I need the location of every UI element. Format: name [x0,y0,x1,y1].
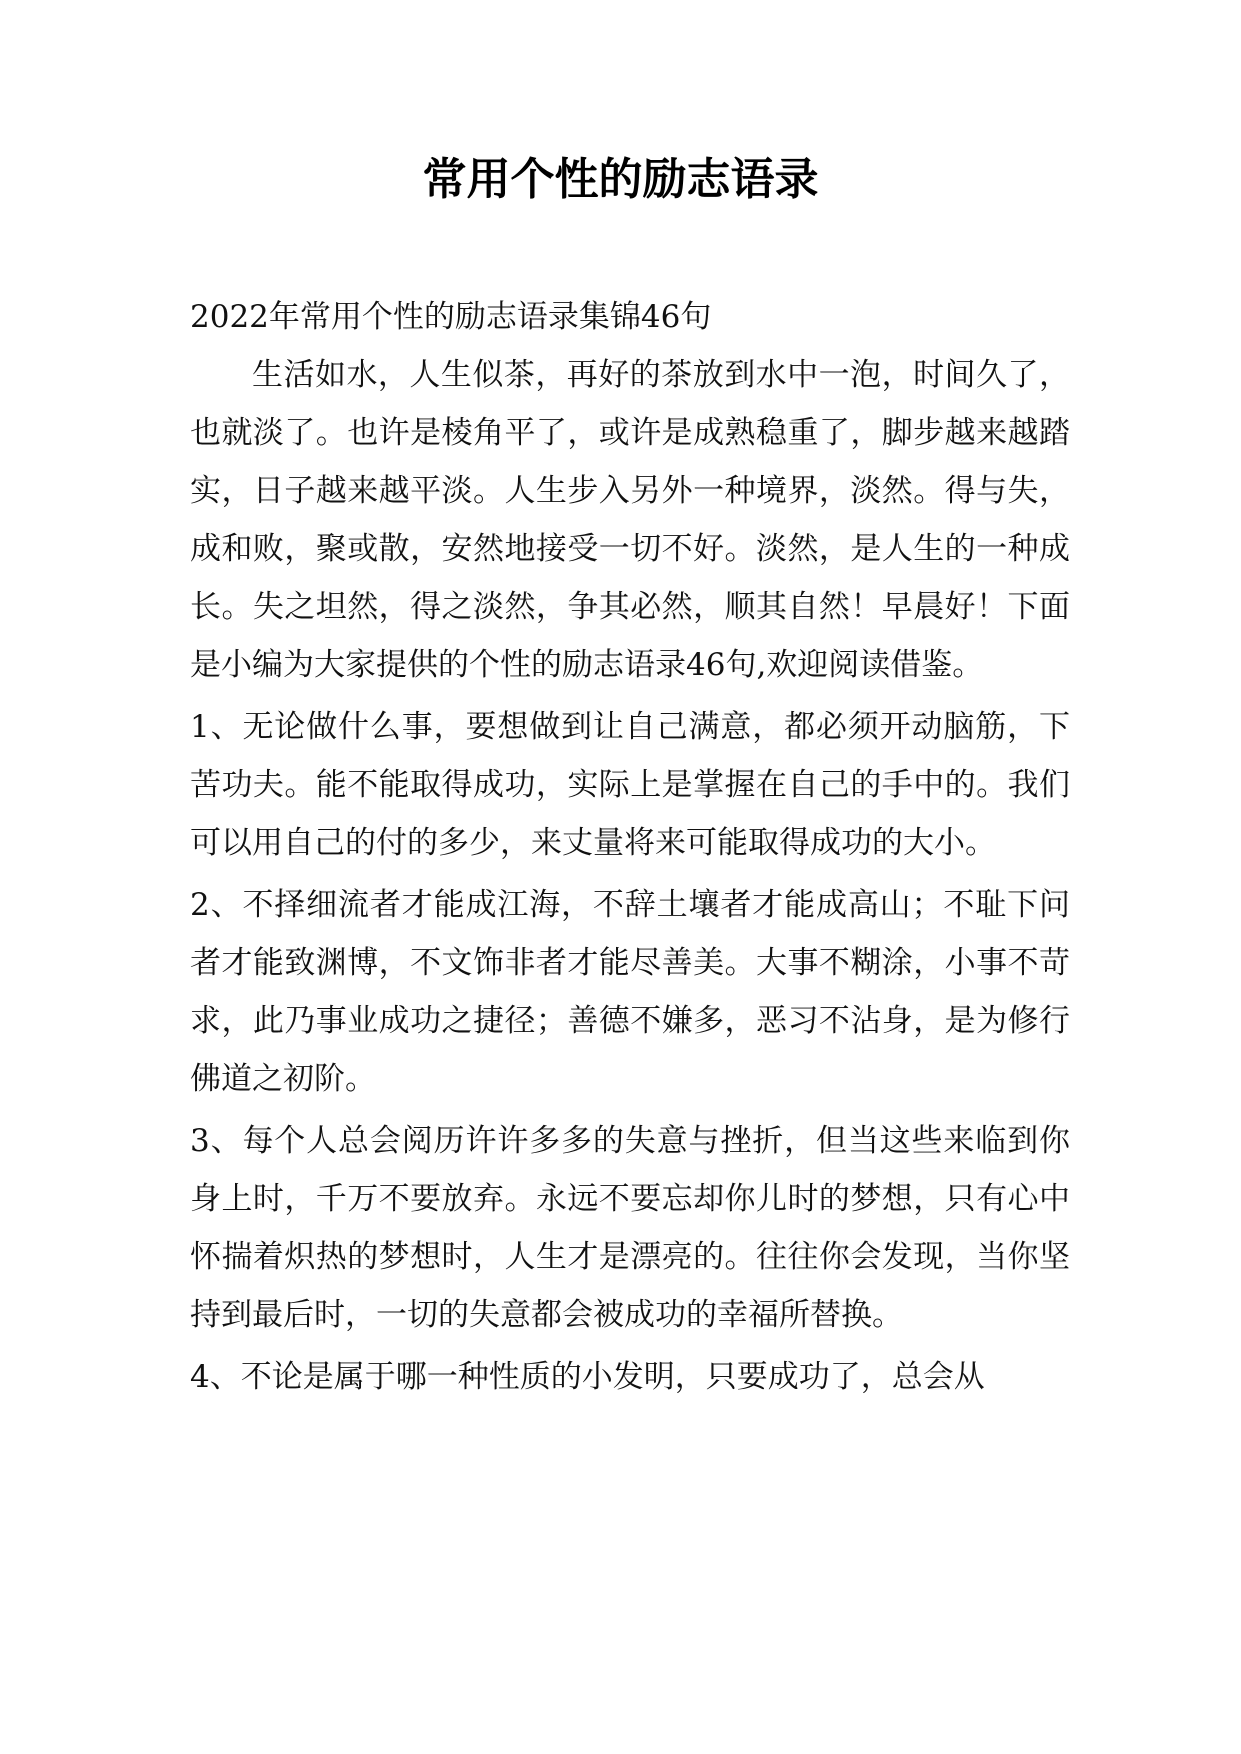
quote-item-2: 2、不择细流者才能成江海，不辞土壤者才能成高山；不耻下问者才能致渊博，不文饰非者才能尽善美。大事不糊涂，小事不苛求，此乃事业成功之捷径；善德不嫌多，恶习不沾身，是为修行佛道之初阶。 [190,887,1070,1097]
document-title: 常用个性的励志语录 [422,154,819,205]
intro-paragraph: 生活如水，人生似茶，再好的茶放到水中一泡，时间久了，也就淡了。也许是棱角平了，或许是成熟稳重了，脚步越来越踏实，日子越来越平淡。人生步入另外一种境界，淡然。得与失，成和败，聚或散，安然地接受一切不好。淡然，是人生的一种成长。失之坦然，得之淡然，争其必然，顺其自然！早晨好！下面是小编为大家提供的个性的励志语录46句,欢迎阅读借鉴。 [190,357,1070,683]
quote-item-4: 4、不论是属于哪一种性质的小发明，只要成功了，总会从 [190,1359,985,1395]
quote-item-1: 1、无论做什么事，要想做到让自己满意，都必须开动脑筋，下苦功夫。能不能取得成功，实际上是掌握在自己的手中的。我们可以用自己的付的多少，来丈量将来可能取得成功的大小。 [190,709,1070,861]
document-subtitle: 2022年常用个性的励志语录集锦46句 [190,299,712,335]
quote-item-3: 3、每个人总会阅历许许多多的失意与挫折，但当这些来临到你身上时，千万不要放弃。永远不要忘却你儿时的梦想，只有心中怀揣着炽热的梦想时，人生才是漂亮的。往往你会发现，当你坚持到最后时，一切的失意都会被成功的幸福所替换。 [190,1123,1070,1333]
document-body [190,288,1070,1406]
